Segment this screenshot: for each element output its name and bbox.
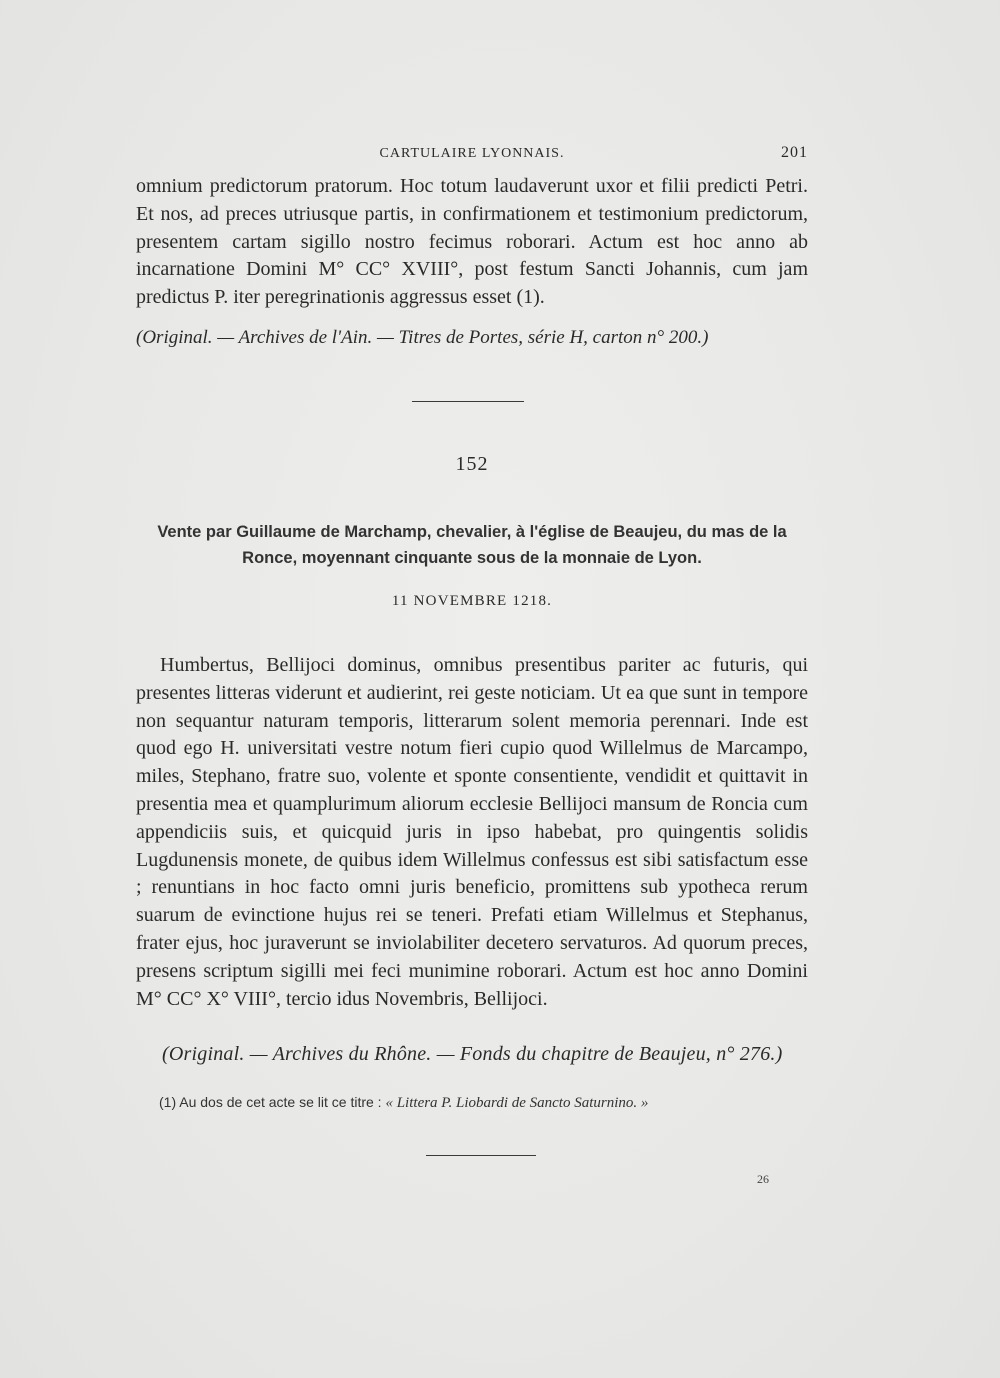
charter-date: 11 NOVEMBRE 1218. (391, 593, 553, 609)
charter-151-source: (Original. — Archives de l'Ain. — Titres de Portes, série H, carton n° 200.) (136, 327, 709, 348)
charter-152-source: (Original. — Archives du Rhône. — Fonds du chapitre de Beaujeu, n° 276.) (162, 1043, 783, 1065)
footnote (159, 1094, 819, 1112)
footnote-quote: « Littera P. Liobardi de Sancto Saturnino. » (385, 1095, 649, 1111)
charter-title: Vente par Guillaume de Marchamp, chevalier, à l'église de Beaujeu, du mas de la Ronce, moyennant cinquante sous de la monnaie de Lyon. (157, 523, 787, 567)
charter-number: 152 (455, 453, 489, 475)
running-title: CARTULAIRE LYONNAIS. (379, 146, 565, 161)
footnote-text: Au dos de cet acte se lit ce titre : (179, 1094, 382, 1110)
charter-151-text (136, 173, 808, 312)
footer-divider (426, 1155, 536, 1156)
charter-151-paragraph: omnium predictorum pratorum. Hoc totum laudaverunt uxor et filii predicti Petri. Et nos, ad preces utriusque partis, in confirmationem et testimonium predictorum, presentem cartam sigillo nostro fecimus roborari. Actum est hoc anno ab incarnatione Domini M° CC° XVIII°, post festum Sancti Johannis, cum jam predictus P. iter peregrinationis aggressus esset (1). (136, 175, 808, 309)
running-head (136, 142, 808, 166)
charter-152-text (136, 652, 808, 1013)
charter-152-paragraph: Humbertus, Bellijoci dominus, omnibus presentibus pariter ac futuris, qui presentes litteras viderunt et audierint, rei geste noticiam. Ut ea que sunt in tempore non sequantur naturam temporis, litterarum solent memoria perennari. Inde est quod ego H. universitati vestre notum fieri cupio quod Willelmus de Marcampo, miles, Stephano, fratre suo, volente et sponte consentiente, vendidit et quittavit in presentia mea et quamplurimum aliorum ecclesie Bellijoci mansum de Roncia cum appendiciis suis, et quicquid juris in ipso habebat, pro quingentis solidis Lugdunensis monete, de quibus idem Willelmus confessus est sibi satisfactum esse ; renuntians in hoc facto omni juris beneficio, promittens sub ypotheca rerum suarum de evinctione hujus rei se teneri. Prefati etiam Willelmus et Stephanus, frater ejus, hoc juraverunt se inviolabiliter decetero servaturos. Ad quorum preces, presens scriptum sigilli mei feci munimine roborari. Actum est hoc anno Domini M° CC° X° VIII°, tercio idus Novembris, Bellijoci. (136, 654, 808, 1010)
section-divider (412, 401, 524, 402)
footnote-marker: (1) (159, 1094, 177, 1110)
signature-mark: 26 (757, 1172, 769, 1186)
page-number: 201 (781, 144, 808, 161)
